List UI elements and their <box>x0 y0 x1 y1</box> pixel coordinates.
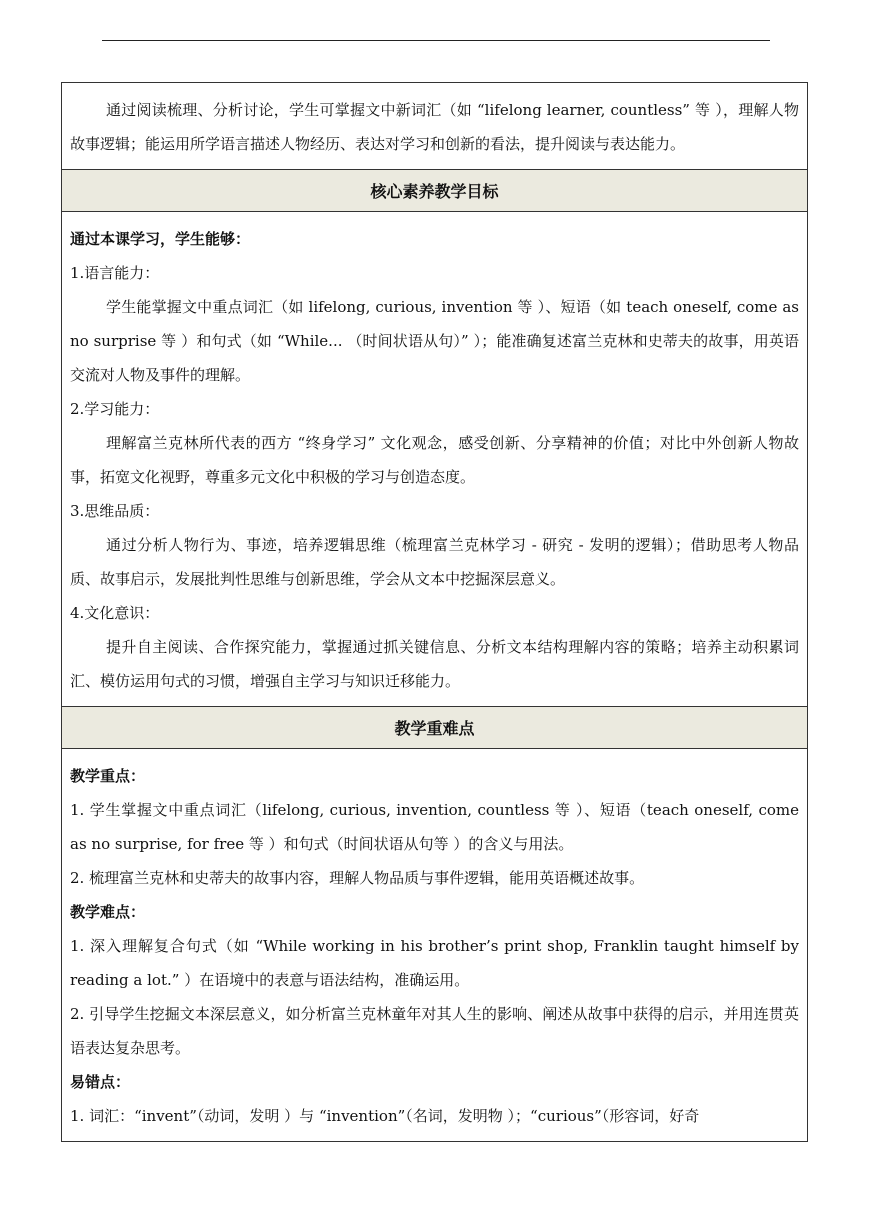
key-points-title: 教学重点： <box>70 767 146 785</box>
key-point-item: 2. 梳理富兰克林和史蒂夫的故事内容，理解人物品质与事件逻辑，能用英语概述故事。 <box>70 869 645 887</box>
key-points-cell <box>62 749 807 1141</box>
difficult-point-item: 1. 深入理解复合句式（如 “While working in his brother’s print shop, Franklin taught himself by reading a lot.” ）在语境中的表意与语法结构，准确运用。 <box>70 937 799 989</box>
core-goals-lead: 通过本课学习，学生能够： <box>70 230 251 248</box>
goal-title-learning: 2.学习能力： <box>70 400 160 418</box>
goal-title-language: 1.语言能力： <box>70 264 160 282</box>
difficult-points-title: 教学难点： <box>70 903 146 921</box>
goal-text-learning: 理解富兰克林所代表的西方 “终身学习” 文化观念，感受创新、分享精神的价值；对比中外创新人物故事，拓宽文化视野，尊重多元文化中积极的学习与创造态度。 <box>70 434 799 486</box>
intro-cell <box>62 83 807 170</box>
goal-text-thinking: 通过分析人物行为、事迹，培养逻辑思维（梳理富兰克林学习 - 研究 - 发明的逻辑）；借助思考人物品质、故事启示，发展批判性思维与创新思维，学会从文本中挖掘深层意义。 <box>70 536 799 588</box>
difficult-point-item: 2. 引导学生挖掘文本深层意义，如分析富兰克林童年对其人生的影响、阐述从故事中获得的启示，并用连贯英语表达复杂思考。 <box>70 1005 799 1057</box>
intro-paragraph: 通过阅读梳理、分析讨论，学生可掌握文中新词汇（如 “lifelong learner, countless” 等 ），理解人物故事逻辑；能运用所学语言描述人物经历、表达对学习和创新的看法，提升阅读与表达能力。 <box>70 101 799 153</box>
goal-title-culture: 4.文化意识： <box>70 604 160 622</box>
error-point-item: 1. 词汇：“invent”（动词，发明 ）与 “invention”（名词，发明物 ）；“curious”（形容词，好奇 <box>70 1107 700 1125</box>
lesson-plan-table <box>61 82 808 1142</box>
header-rule <box>102 40 770 41</box>
error-points-title: 易错点： <box>70 1073 131 1091</box>
key-points-section-title: 教学重难点 <box>394 719 475 738</box>
core-goals-title: 核心素养教学目标 <box>370 182 499 201</box>
core-goals-header <box>62 170 807 212</box>
goal-title-thinking: 3.思维品质： <box>70 502 160 520</box>
core-goals-cell <box>62 212 807 707</box>
goal-text-culture: 提升自主阅读、合作探究能力，掌握通过抓关键信息、分析文本结构理解内容的策略；培养主动积累词汇、模仿运用句式的习惯，增强自主学习与知识迁移能力。 <box>70 638 799 690</box>
key-points-header <box>62 707 807 749</box>
key-point-item: 1. 学生掌握文中重点词汇（lifelong, curious, invention, countless 等 ）、短语（teach oneself, come as no surprise, for free 等 ）和句式（时间状语从句等 ）的含义与用法。 <box>70 801 799 853</box>
goal-text-language: 学生能掌握文中重点词汇（如 lifelong, curious, invention 等 ）、短语（如 teach oneself, come as no surprise 等 ）和句式（如 “While... （时间状语从句）” ）；能准确复述富兰克林和史蒂夫的故事，用英语交流对人物及事件的理解。 <box>70 298 799 384</box>
